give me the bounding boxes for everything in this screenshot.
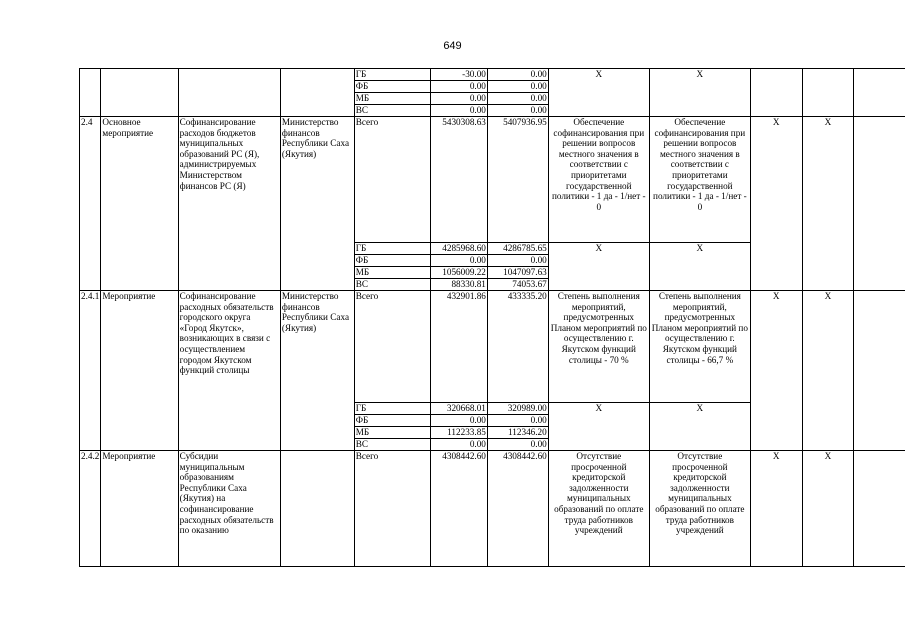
source-cell: ВС xyxy=(354,439,430,451)
item-type: Мероприятие xyxy=(101,291,178,451)
source-cell: ФБ xyxy=(354,255,430,267)
source-cell: ФБ xyxy=(354,81,430,93)
source-cell: Всего xyxy=(354,451,430,567)
value-plan-cell: 0.00 xyxy=(430,105,487,117)
value-fact-cell: 0.00 xyxy=(487,81,548,93)
source-cell: МБ xyxy=(354,427,430,439)
source-cell: ГБ xyxy=(354,403,430,415)
trailing-cell xyxy=(854,117,905,291)
item-type: Основное мероприятие xyxy=(101,117,178,291)
value-plan-cell: 320668.01 xyxy=(430,403,487,415)
mark-cell: X xyxy=(802,117,854,291)
value-plan-cell: 432901.86 xyxy=(430,291,487,403)
indicator-plan-cell: Степень выполнения мероприятий, предусмотренных Планом мероприятий по осуществлению г. Якутском функций столицы - 70 % xyxy=(548,291,649,403)
trailing-cell xyxy=(854,291,905,451)
value-fact-cell: 320989.00 xyxy=(487,403,548,415)
mark-cell: X xyxy=(750,291,802,451)
item-executor: Министерство финансов Республики Саха (Якутия) xyxy=(280,117,354,291)
value-plan-cell: 1056009.22 xyxy=(430,267,487,279)
source-cell: ФБ xyxy=(354,415,430,427)
source-cell: Всего xyxy=(354,117,430,243)
value-fact-cell: 0.00 xyxy=(487,105,548,117)
value-plan-cell: 4285968.60 xyxy=(430,243,487,255)
indicator-fact-cell: X xyxy=(649,403,750,451)
item-name: Софинансирование расходных обязательств городского округа «Город Якутск», возникающих в связи с осуществлением городом Якутском функций столицы xyxy=(178,291,280,451)
trailing-cell xyxy=(854,69,905,117)
mark-cell: X xyxy=(750,117,802,291)
value-fact-cell: 0.00 xyxy=(487,255,548,267)
mark-cell xyxy=(802,69,854,117)
indicator-fact-cell: Отсутствие просроченной кредиторской задолженности муниципальных образований по оплате труда работников учреждений xyxy=(649,451,750,567)
trailing-cell xyxy=(854,451,905,567)
value-plan-cell: 0.00 xyxy=(430,439,487,451)
value-plan-cell: 0.00 xyxy=(430,255,487,267)
value-fact-cell: 5407936.95 xyxy=(487,117,548,243)
value-plan-cell: -30.00 xyxy=(430,69,487,81)
mark-cell xyxy=(750,69,802,117)
value-fact-cell: 4286785.65 xyxy=(487,243,548,255)
mark-cell: X xyxy=(802,451,854,567)
value-plan-cell: 112233.85 xyxy=(430,427,487,439)
table-row xyxy=(80,69,905,81)
indicator-fact-cell: X xyxy=(649,243,750,291)
page-number: 649 xyxy=(443,40,462,52)
value-plan-cell: 0.00 xyxy=(430,93,487,105)
value-fact-cell: 112346.20 xyxy=(487,427,548,439)
mark-cell: X xyxy=(750,451,802,567)
num-cell xyxy=(80,69,101,117)
item-number: 2.4.1 xyxy=(80,291,101,451)
indicator-fact-cell: Степень выполнения мероприятий, предусмотренных Планом мероприятий по осуществлению г. Якутском функций столицы - 66,7 % xyxy=(649,291,750,403)
value-plan-cell: 88330.81 xyxy=(430,279,487,291)
source-cell: ВС xyxy=(354,105,430,117)
indicator-plan-cell: Обеспечение софинансирования при решении вопросов местного значения в соответствии с приоритетами государственной политики - 1 да - 1/нет - 0 xyxy=(548,117,649,243)
value-plan-cell: 0.00 xyxy=(430,81,487,93)
source-cell: ГБ xyxy=(354,69,430,81)
item-type: Мероприятие xyxy=(101,451,178,567)
indicator-plan-cell: X xyxy=(548,243,649,291)
value-fact-cell: 1047097.63 xyxy=(487,267,548,279)
source-cell: МБ xyxy=(354,93,430,105)
table-row xyxy=(80,117,905,243)
value-fact-cell: 0.00 xyxy=(487,93,548,105)
value-fact-cell: 74053.67 xyxy=(487,279,548,291)
indicator-plan-cell: X xyxy=(548,403,649,451)
source-cell: Всего xyxy=(354,291,430,403)
item-number: 2.4.2 xyxy=(80,451,101,567)
value-fact-cell: 4308442.60 xyxy=(487,451,548,567)
table-row xyxy=(80,291,905,403)
indicator-plan-cell: Отсутствие просроченной кредиторской задолженности муниципальных образований по оплате труда работников учреждений xyxy=(548,451,649,567)
name-cell xyxy=(178,69,280,117)
table-row xyxy=(80,451,905,567)
executor-cell xyxy=(280,69,354,117)
value-plan-cell: 5430308.63 xyxy=(430,117,487,243)
value-fact-cell: 433335.20 xyxy=(487,291,548,403)
item-name: Субсидии муниципальным образованиям Республики Саха (Якутия) на софинансирование расходных обязательств по оказанию xyxy=(178,451,280,567)
program-table xyxy=(79,68,905,567)
value-fact-cell: 0.00 xyxy=(487,439,548,451)
value-fact-cell: 0.00 xyxy=(487,415,548,427)
indicator-fact-cell: X xyxy=(649,69,750,117)
mark-cell: X xyxy=(802,291,854,451)
type-cell xyxy=(101,69,178,117)
item-executor xyxy=(280,451,354,567)
indicator-fact-cell: Обеспечение софинансирования при решении вопросов местного значения в соответствии с приоритетами государственной политики - 1 да - 1/нет - 0 xyxy=(649,117,750,243)
item-number: 2.4 xyxy=(80,117,101,291)
value-plan-cell: 4308442.60 xyxy=(430,451,487,567)
value-plan-cell: 0.00 xyxy=(430,415,487,427)
item-executor: Министерство финансов Республики Саха (Якутия) xyxy=(280,291,354,451)
source-cell: ГБ xyxy=(354,243,430,255)
value-fact-cell: 0.00 xyxy=(487,69,548,81)
indicator-plan-cell: X xyxy=(548,69,649,117)
source-cell: МБ xyxy=(354,267,430,279)
source-cell: ВС xyxy=(354,279,430,291)
item-name: Софинансирование расходов бюджетов муниципальных образований РС (Я), администрируемых Министерством финансов РС (Я) xyxy=(178,117,280,291)
